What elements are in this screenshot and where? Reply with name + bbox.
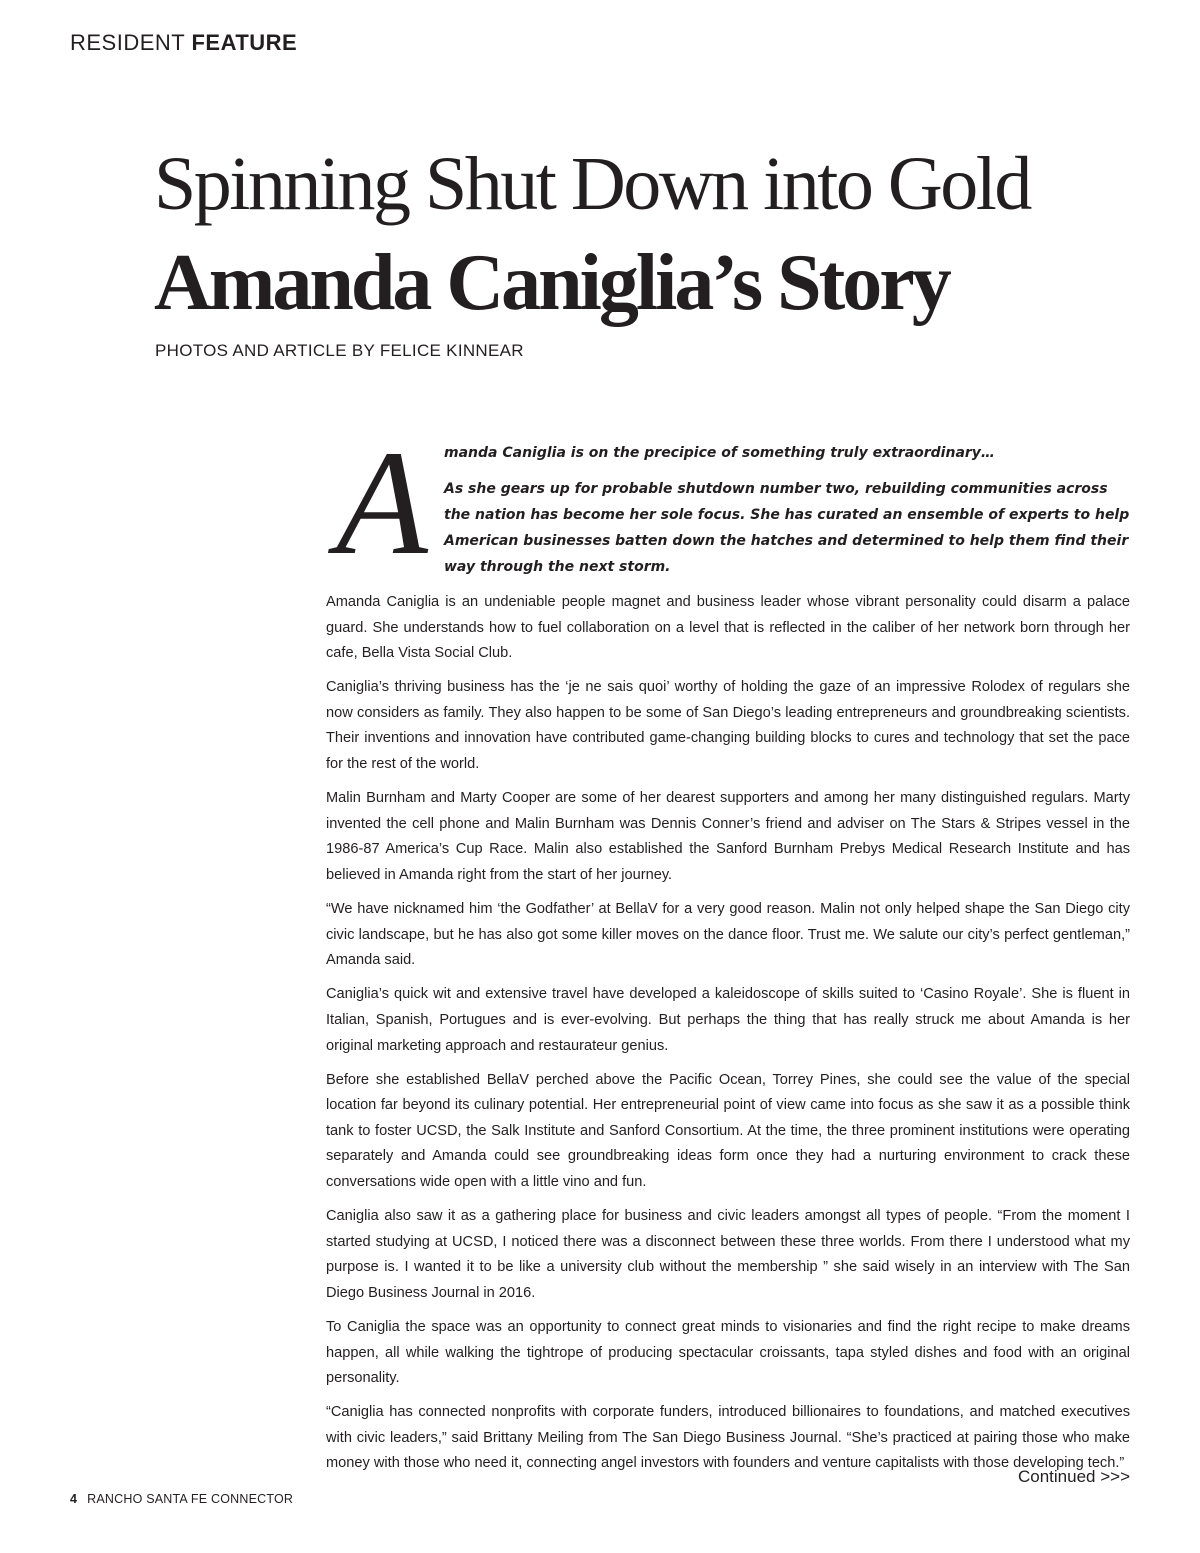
body-paragraph: To Caniglia the space was an opportunity to connect great minds to visionaries and find the right recipe to make dreams happen, all while walking the tightrope of producing spectacular croissants, tapa styled dishes and food with an original personality. (326, 1318, 1130, 1387)
body-paragraph: “We have nicknamed him ‘the Godfather’ at BellaV for a very good reason. Malin not only helped shape the San Diego city civic landscape, but he has also got some killer moves on the dance floor. Trust me. We salute our city’s perfect gentleman,” Amanda said. (326, 901, 1130, 969)
body-paragraph: Caniglia also saw it as a gathering place for business and civic leaders amongst all types of people. “From the moment I started studying at UCSD, I noticed there was a disconnect between these three worlds. From there I understood what my purpose is. I wanted it to be like a university club without the membership ” she said wisely in an interview with The San Diego Business Journal in 2016. (326, 1208, 1130, 1301)
section-label-bold: FEATURE (191, 30, 298, 55)
page-footer (70, 1492, 293, 1506)
publication-name: RANCHO SANTA FE CONNECTOR (87, 1492, 294, 1506)
body-paragraph: Malin Burnham and Marty Cooper are some of her dearest supporters and among her many distinguished regulars. Marty invented the cell phone and Malin Burnham was Dennis Conner’s friend and adviser on The Stars & Stripes vessel in the 1986-87 America’s Cup Race. Malin also established the Sanford Burnham Prebys Medical Research Institute and has believed in Amanda right from the start of her journey. (326, 790, 1130, 883)
lead-paragraph-1: manda Caniglia is on the precipice of something truly extraordinary… (444, 445, 995, 461)
article-body (326, 420, 1130, 1486)
body-paragraph: Caniglia’s thriving business has the ‘je ne sais quoi’ worthy of holding the gaze of an impressive Rolodex of regulars she now considers as family. They also happen to be some of San Diego’s leading entrepreneurs and groundbreaking scientists. Their inventions and innovation have contributed game-changing building blocks to cures and technology that set the pace for the rest of the world. (326, 679, 1130, 773)
page-number: 4 (70, 1492, 78, 1506)
headline: Spinning Shut Down into Gold (154, 142, 1030, 226)
body-paragraph: Amanda Caniglia is an undeniable people magnet and business leader whose vibrant personality could disarm a palace guard. She understands how to fuel collaboration on a level that is reflected in the caliber of her network born through her cafe, Bella Vista Social Club. (326, 594, 1130, 662)
body-paragraph: “Caniglia has connected nonprofits with corporate funders, introduced billionaires to foundations, and matched executives with civic leaders,” said Brittany Meiling from The San Diego Business Journal. “She’s practiced at pairing those who make money with those who need it, connecting angel investors with founders and venture capitalists with those developing tech.” (326, 1404, 1130, 1472)
subhead: Amanda Caniglia’s Story (154, 239, 949, 327)
body-paragraph: Caniglia’s quick wit and extensive travel have developed a kaleidoscope of skills suited to ‘Casino Royale’. She is fluent in Italian, Spanish, Portugues and is ever-evolving. But perhaps the thing that has really struck me about Amanda is her original marketing approach and restaurateur genius. (326, 986, 1130, 1054)
body-paragraph: Before she established BellaV perched above the Pacific Ocean, Torrey Pines, she could see the value of the special location far beyond its culinary potential. Her entrepreneurial point of view came into focus as she saw it as a possible think tank to foster UCSD, the Salk Institute and Sanford Consortium. At the time, the three prominent institutions were operating separately and Amanda could see groundbreaking ideas form once they had a nurturing environment to crack these conversations wide open with a little vino and fun. (326, 1071, 1130, 1190)
section-tag (70, 30, 297, 56)
continued-link[interactable]: Continued >>> (1017, 1467, 1130, 1486)
byline: PHOTOS AND ARTICLE BY FELICE KINNEAR (155, 341, 524, 360)
section-label: RESIDENT (70, 30, 185, 55)
lead-paragraph-2: As she gears up for probable shutdown number two, rebuilding communities across the nation has become her sole focus. She has curated an ensemble of experts to help American businesses batten down the hatches and determined to help them find their way through the next storm. (444, 481, 1130, 575)
drop-cap: A (336, 420, 428, 586)
